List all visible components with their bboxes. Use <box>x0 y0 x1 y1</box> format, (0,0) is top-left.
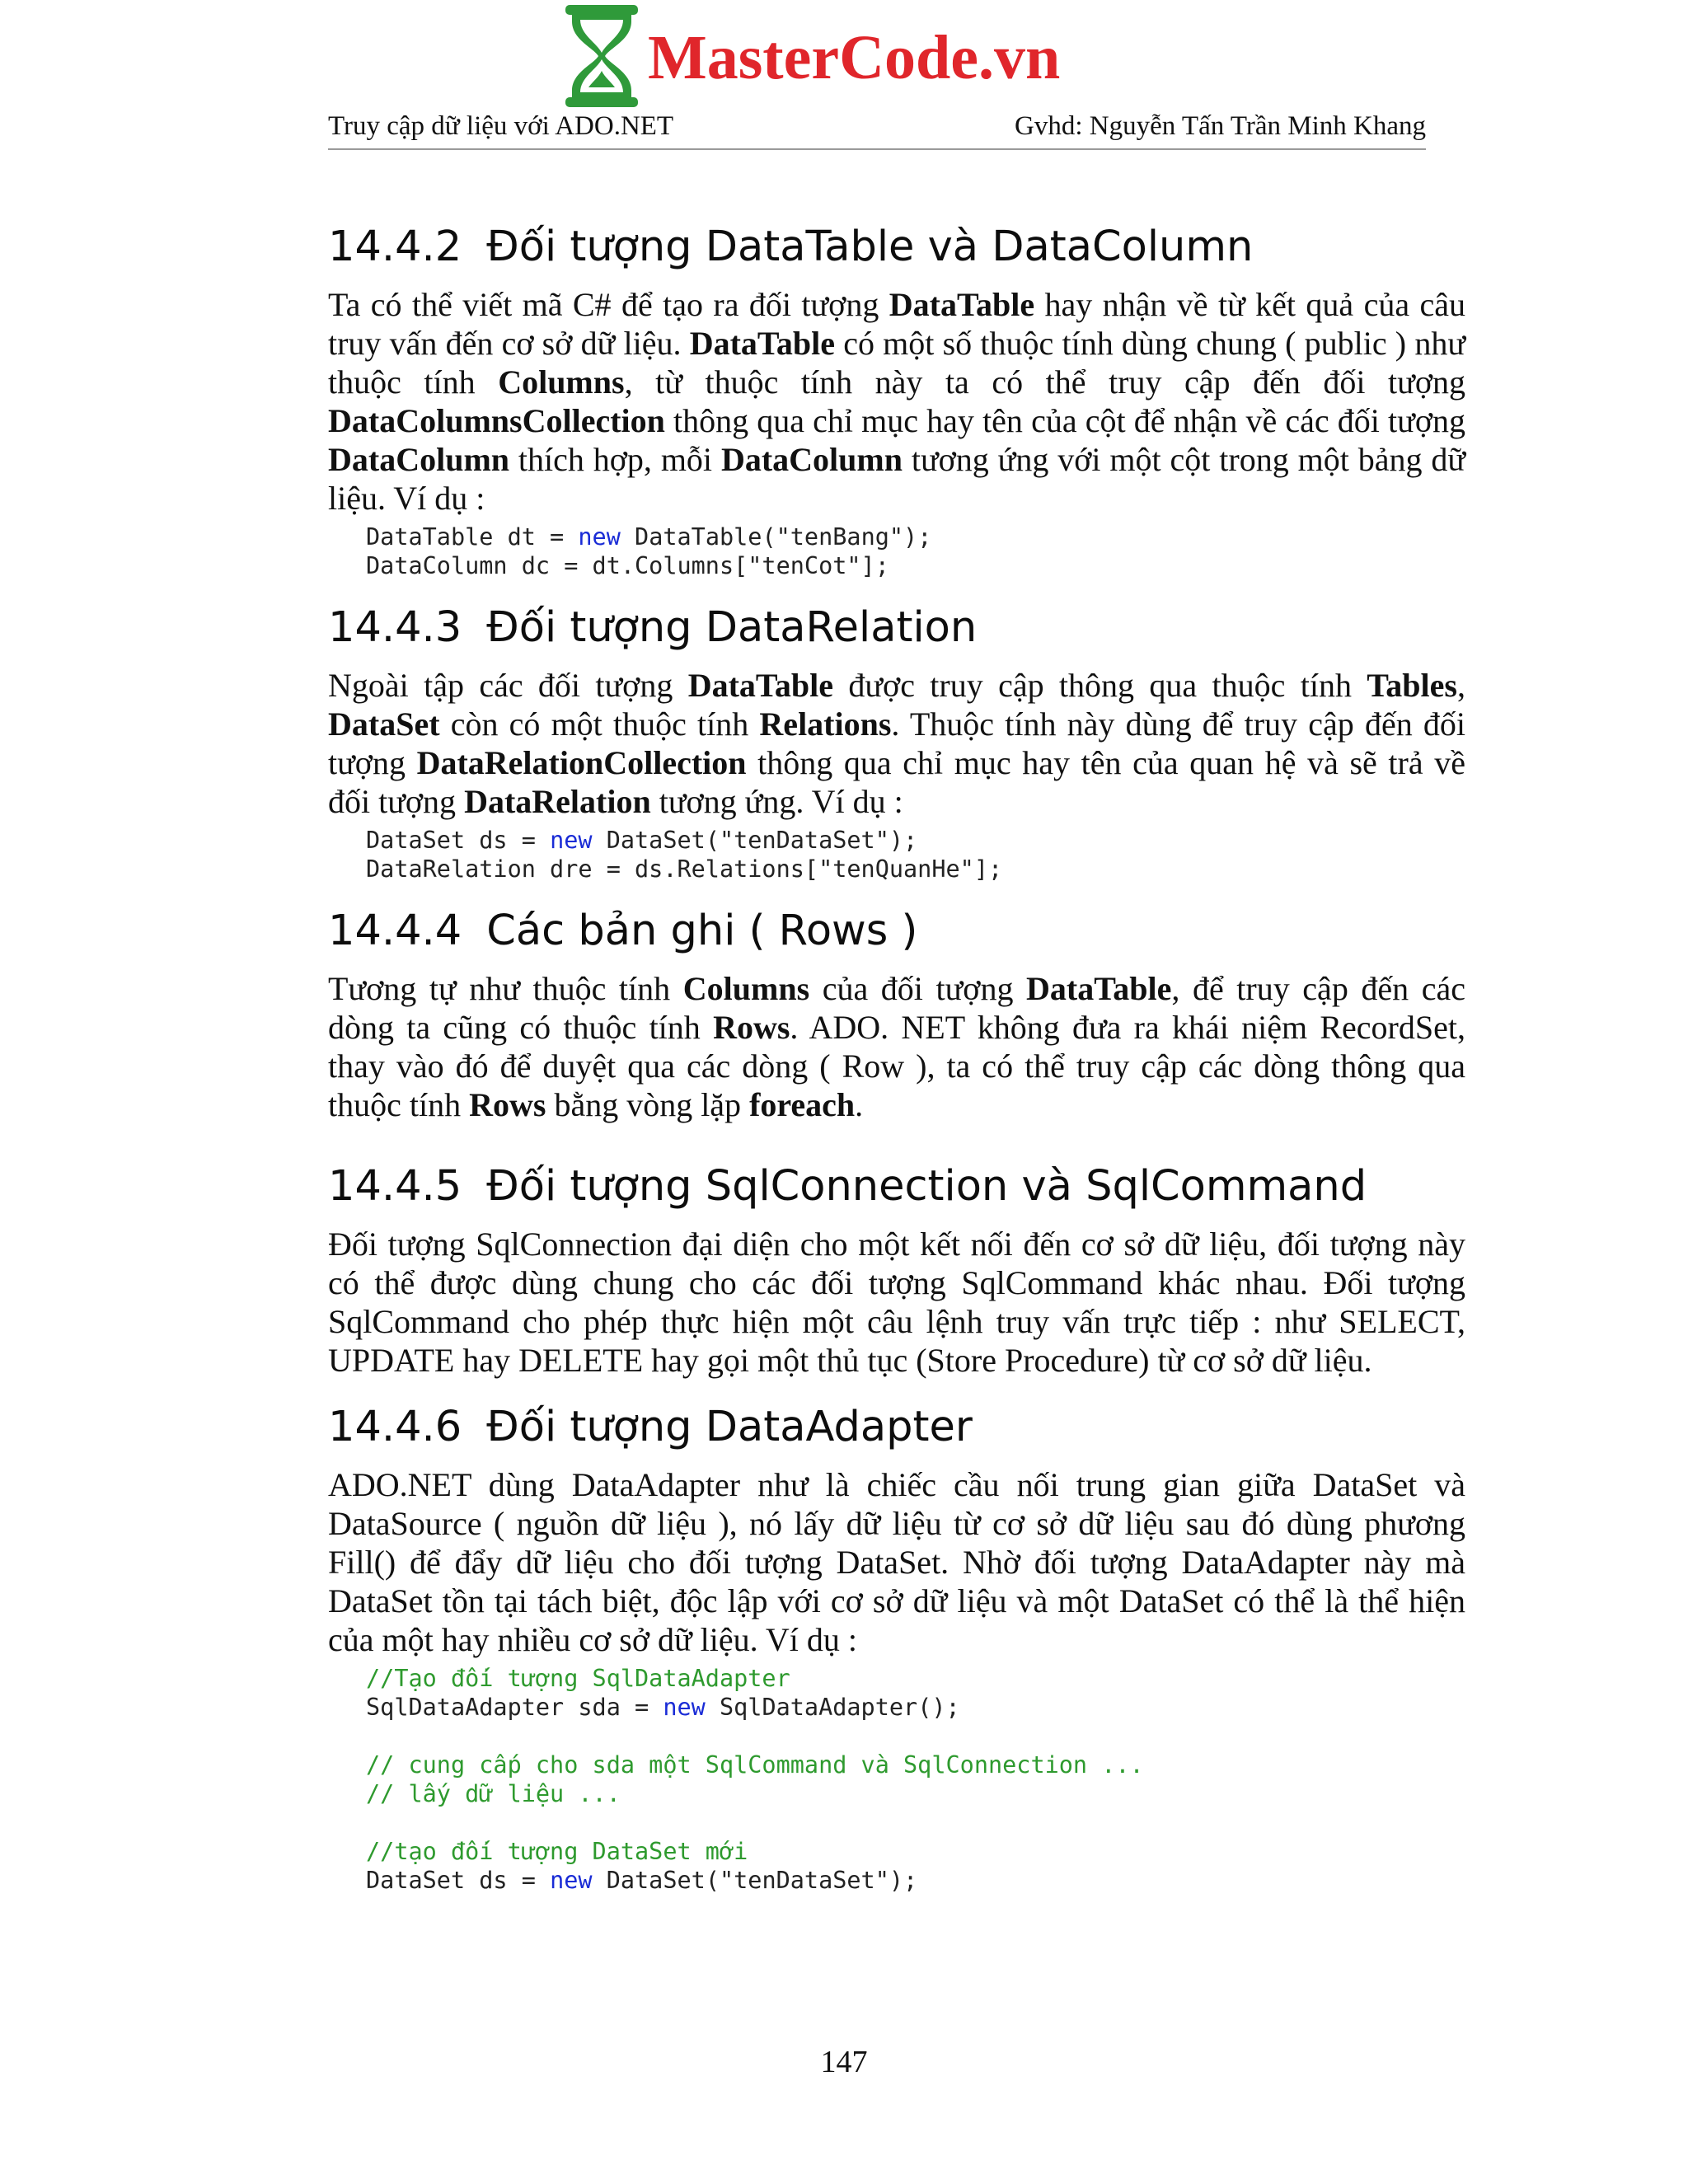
bold-term: Relations <box>759 705 892 743</box>
text-run: tương ứng với một cột trong một bảng dữ liệu. Ví dụ : <box>328 441 1466 517</box>
text-run: Ngoài tập các đối tượng <box>328 667 688 704</box>
section-number: 14.4.2 <box>328 223 462 271</box>
code-keyword: new <box>578 523 621 551</box>
text-run: Đối tượng SqlConnection đại diện cho một kết nối đến cơ sở dữ liệu, đối tượng này có thể được dùng chung cho các đối tượng SqlCommand khác nhau. Đối tượng SqlCommand cho phép thực hiện một câu lệnh truy vấn trực tiếp : như SELECT, UPDATE hay DELETE hay gọi một thủ tục (Store Procedure) từ cơ sở dữ liệu. <box>328 1226 1465 1379</box>
bold-term: Columns <box>498 363 625 401</box>
text-run: , <box>1456 667 1465 704</box>
section-title: Đối tượng DataAdapter <box>486 1403 973 1451</box>
section-heading <box>328 1157 1465 1216</box>
section-14-4-5 <box>328 1157 1465 1380</box>
code-line <box>366 827 917 854</box>
section-number: 14.4.4 <box>328 907 462 955</box>
code-text: DataSet("tenDataSet"); <box>592 827 918 854</box>
code-keyword: new <box>550 827 593 854</box>
code-text: DataSet("tenDataSet"); <box>592 1867 918 1894</box>
code-text: DataSet ds = <box>366 1867 551 1894</box>
bold-term: Columns <box>682 970 810 1007</box>
section-paragraph <box>328 1225 1465 1380</box>
code-text: DataTable dt = <box>366 523 579 551</box>
code-line <box>366 1838 748 1865</box>
code-text: DataSet ds = <box>366 827 551 854</box>
mastercode-logo <box>560 0 1060 111</box>
text-run: . <box>855 1086 864 1123</box>
section-heading <box>328 1398 1465 1457</box>
code-line <box>366 1751 1144 1779</box>
section-14-4-2 <box>328 218 1465 580</box>
code-text: DataRelation dre = ds.Relations["tenQuanHe"]; <box>366 855 1003 883</box>
header-rule <box>328 148 1426 150</box>
bold-term: DataTable <box>889 286 1035 323</box>
text-run: , từ thuộc tính này ta có thể truy cập đến đối tượng <box>624 363 1465 401</box>
bold-term: DataRelationCollection <box>416 744 747 781</box>
section-number: 14.4.6 <box>328 1403 462 1451</box>
text-run: được truy cập thông qua thuộc tính <box>833 667 1367 704</box>
section-heading <box>328 218 1465 277</box>
bold-term: DataColumn <box>328 441 510 478</box>
logo-text: MasterCode.vn <box>648 23 1061 92</box>
content <box>328 218 1465 1895</box>
code-line <box>366 1665 790 1692</box>
section-14-4-6 <box>328 1398 1465 1895</box>
header-left-title: Truy cập dữ liệu với ADO.NET <box>328 111 674 141</box>
section-14-4-3 <box>328 598 1465 883</box>
section-paragraph <box>328 1465 1465 1659</box>
code-text: DataColumn dc = dt.Columns["tenCot"]; <box>366 552 889 579</box>
text-run: của đối tượng <box>809 970 1027 1007</box>
text-run: ADO.NET dùng DataAdapter như là chiếc cầu nối trung gian giữa DataSet và DataSource ( nguồn dữ liệu ), nó lấy dữ liệu từ cơ sở dữ liệu sau đó dùng phương Fill() để đẩy dữ liệu cho đối tượng DataSet. Nhờ đối tượng DataAdapter này mà DataSet tồn tại tách biệt, độc lập với cơ sở dữ liệu và một DataSet có thể là thể hiện của một hay nhiều cơ sở dữ liệu. Ví dụ : <box>328 1466 1465 1658</box>
section-heading <box>328 598 1465 658</box>
code-line <box>366 552 889 579</box>
code-block <box>366 1664 1465 1895</box>
text-run: . ADO. NET không đưa ra khái niệm RecordSet, thay vào đó để duyệt qua các dòng ( Row ), ta có thể truy cập các dòng thông qua thuộc tính <box>328 1009 1465 1123</box>
code-keyword: new <box>663 1694 706 1721</box>
code-line <box>366 1694 960 1721</box>
text-run: Tương tự như thuộc tính <box>328 970 683 1007</box>
text-run: , để truy cập đến các dòng ta cũng có thuộc tính <box>328 970 1465 1046</box>
text-run: thông qua chỉ mục hay tên của quan hệ và sẽ trả về đối tượng <box>328 744 1465 820</box>
code-keyword: new <box>550 1867 593 1894</box>
text-run: thích hợp, mỗi <box>509 441 721 478</box>
section-title: Đối tượng SqlConnection và SqlCommand <box>486 1162 1367 1211</box>
section-title: Đối tượng DataRelation <box>486 603 978 652</box>
text-run: tương ứng. Ví dụ : <box>650 783 903 820</box>
text-run: thông qua chỉ mục hay tên của cột để nhận về các đối tượng <box>664 402 1465 439</box>
code-comment: // cung cấp cho sda một SqlCommand và SqlConnection ... <box>366 1751 1144 1779</box>
text-run: hay nhận về từ kết quả của câu truy vấn đến cơ sở dữ liệu. <box>328 286 1465 362</box>
text-run: . Thuộc tính này dùng để truy cập đến đối tượng <box>328 705 1466 781</box>
code-comment: // lấy dữ liệu ... <box>366 1780 621 1807</box>
code-comment: //Tạo đối tượng SqlDataAdapter <box>366 1665 790 1692</box>
code-line <box>366 1780 621 1807</box>
code-line <box>366 1867 917 1894</box>
section-title: Các bản ghi ( Rows ) <box>486 907 918 955</box>
code-text: SqlDataAdapter sda = <box>366 1694 663 1721</box>
header-right-author: Gvhd: Nguyễn Tấn Trần Minh Khang <box>1015 111 1426 141</box>
bold-term: DataSet <box>328 705 440 743</box>
page-number: 147 <box>820 2045 868 2079</box>
section-paragraph <box>328 666 1465 821</box>
code-block <box>366 826 1465 883</box>
section-paragraph <box>328 969 1465 1124</box>
text-run: có một số thuộc tính dùng chung ( public ) như thuộc tính <box>328 325 1465 401</box>
section-paragraph <box>328 285 1465 518</box>
text-run: bằng vòng lặp <box>546 1086 750 1123</box>
bold-term: DataTable <box>1026 970 1172 1007</box>
text-run: còn có một thuộc tính <box>439 705 760 743</box>
section-14-4-4 <box>328 902 1465 1124</box>
bold-term: DataColumn <box>720 441 903 478</box>
bold-term: Tables <box>1367 667 1457 704</box>
text-run: Ta có thể viết mã C# để tạo ra đối tượng <box>328 286 889 323</box>
bold-term: foreach <box>749 1086 856 1123</box>
bold-term: DataTable <box>687 667 834 704</box>
bold-term: DataTable <box>689 325 836 362</box>
code-line <box>366 855 1002 883</box>
bold-term: DataColumnsCollection <box>328 402 665 439</box>
code-text: SqlDataAdapter(); <box>705 1694 960 1721</box>
section-number: 14.4.5 <box>328 1162 462 1211</box>
bold-term: Rows <box>713 1009 790 1046</box>
running-header <box>328 105 1426 142</box>
section-number: 14.4.3 <box>328 603 462 652</box>
hourglass-icon <box>560 2 643 110</box>
section-heading <box>328 902 1465 961</box>
code-comment: //tạo đối tượng DataSet mới <box>366 1838 748 1865</box>
bold-term: DataRelation <box>464 783 651 820</box>
code-block <box>366 523 1465 580</box>
section-title: Đối tượng DataTable và DataColumn <box>486 223 1254 271</box>
code-text: DataTable("tenBang"); <box>620 523 932 551</box>
code-line <box>366 523 931 551</box>
bold-term: Rows <box>469 1086 546 1123</box>
